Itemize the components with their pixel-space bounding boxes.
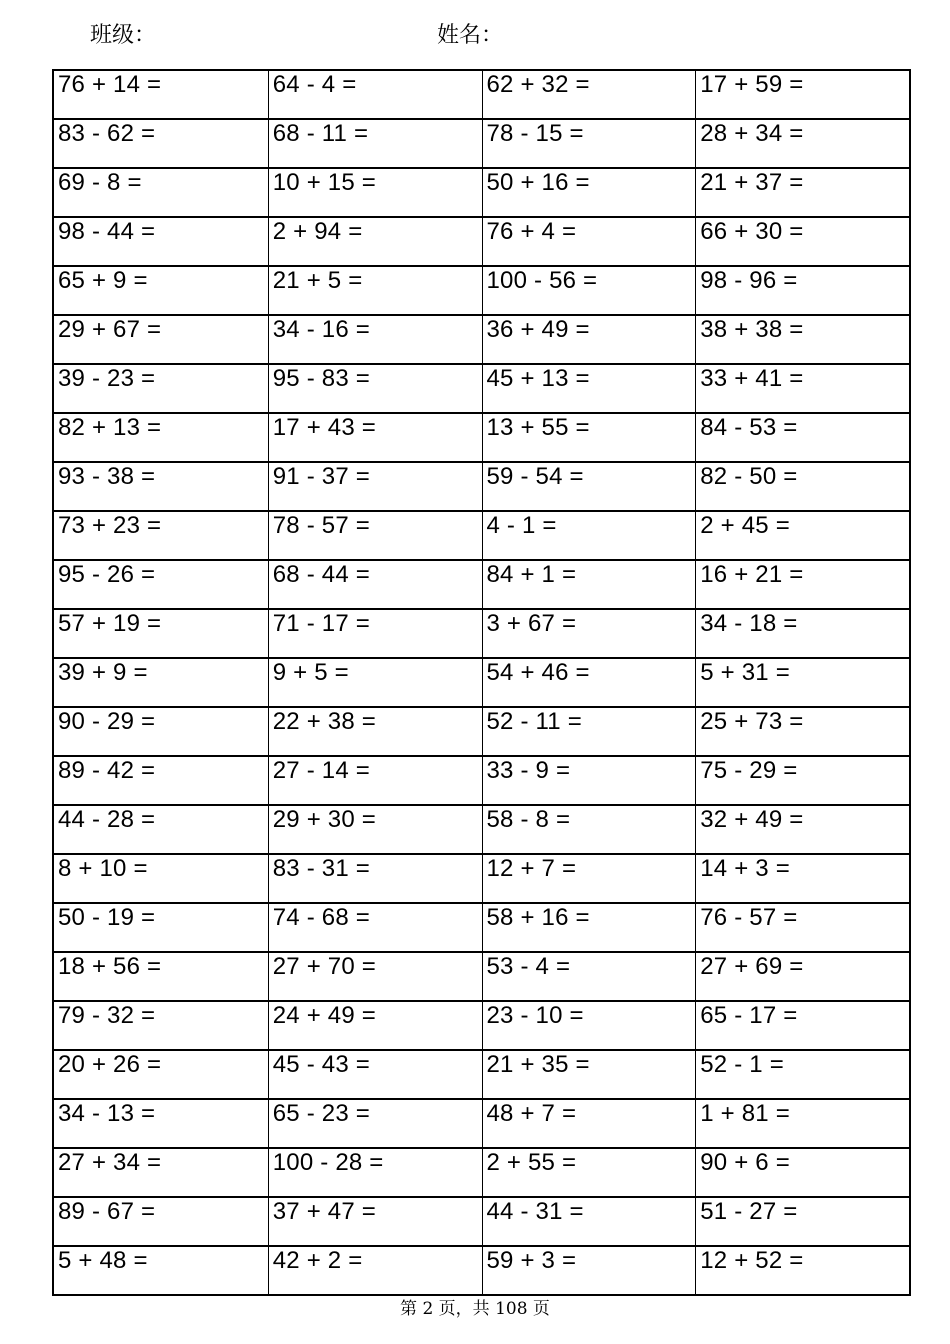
problem-cell: 21 + 5 = bbox=[268, 267, 482, 314]
problem-cell: 75 - 29 = bbox=[695, 757, 909, 804]
problem-cell: 74 - 68 = bbox=[268, 904, 482, 951]
problem-row bbox=[54, 167, 909, 216]
problem-row bbox=[54, 118, 909, 167]
problem-cell: 5 + 48 = bbox=[58, 1247, 148, 1274]
problem-cell: 45 - 43 = bbox=[268, 1051, 482, 1098]
page-number: 第 2 页，共 108 页 bbox=[400, 1299, 550, 1319]
problem-cell: 78 - 57 = bbox=[268, 512, 482, 559]
problem-cell: 33 + 41 = bbox=[695, 365, 909, 412]
problem-cell: 73 + 23 = bbox=[58, 512, 162, 539]
problem-cell: 91 - 37 = bbox=[268, 463, 482, 510]
problem-cell: 89 - 42 = bbox=[58, 757, 156, 784]
problem-cell: 29 + 67 = bbox=[58, 316, 162, 343]
problem-cell: 48 + 7 = bbox=[482, 1100, 696, 1147]
problem-cell: 76 - 57 = bbox=[695, 904, 909, 951]
problem-cell: 13 + 55 = bbox=[482, 414, 696, 461]
problem-grid bbox=[52, 69, 911, 1296]
problem-cell: 82 - 50 = bbox=[695, 463, 909, 510]
problem-cell: 93 - 38 = bbox=[58, 463, 156, 490]
problem-cell: 38 + 38 = bbox=[695, 316, 909, 363]
problem-cell: 58 - 8 = bbox=[482, 806, 696, 853]
problem-cell: 24 + 49 = bbox=[268, 1002, 482, 1049]
problem-cell: 100 - 28 = bbox=[268, 1149, 482, 1196]
problem-cell: 17 + 43 = bbox=[268, 414, 482, 461]
problem-cell: 50 - 19 = bbox=[58, 904, 156, 931]
problem-cell: 95 - 26 = bbox=[58, 561, 156, 588]
problem-cell: 2 + 94 = bbox=[268, 218, 482, 265]
problem-cell: 39 + 9 = bbox=[58, 659, 148, 686]
problem-cell: 79 - 32 = bbox=[58, 1002, 156, 1029]
problem-cell: 83 - 62 = bbox=[58, 120, 156, 147]
problem-cell: 54 + 46 = bbox=[482, 659, 696, 706]
problem-row bbox=[54, 1000, 909, 1049]
problem-row bbox=[54, 314, 909, 363]
name-label: 姓名： bbox=[437, 23, 504, 48]
problem-row bbox=[54, 608, 909, 657]
problem-cell: 44 - 28 = bbox=[58, 806, 156, 833]
problem-cell: 76 + 4 = bbox=[482, 218, 696, 265]
problem-cell: 68 - 11 = bbox=[268, 120, 482, 167]
problem-cell: 36 + 49 = bbox=[482, 316, 696, 363]
problem-row bbox=[54, 804, 909, 853]
problem-row bbox=[54, 657, 909, 706]
problem-cell: 22 + 38 = bbox=[268, 708, 482, 755]
problem-cell: 57 + 19 = bbox=[58, 610, 162, 637]
problem-cell: 34 - 18 = bbox=[695, 610, 909, 657]
problem-cell: 16 + 21 = bbox=[695, 561, 909, 608]
problem-cell: 27 + 34 = bbox=[58, 1149, 162, 1176]
problem-row bbox=[54, 1245, 909, 1294]
problem-row bbox=[54, 1049, 909, 1098]
problem-cell: 1 + 81 = bbox=[695, 1100, 909, 1147]
problem-row bbox=[54, 412, 909, 461]
problem-cell: 66 + 30 = bbox=[695, 218, 909, 265]
problem-cell: 8 + 10 = bbox=[58, 855, 148, 882]
problem-row bbox=[54, 216, 909, 265]
problem-cell: 45 + 13 = bbox=[482, 365, 696, 412]
problem-cell: 37 + 47 = bbox=[268, 1198, 482, 1245]
problem-cell: 34 - 13 = bbox=[58, 1100, 156, 1127]
problem-cell: 68 - 44 = bbox=[268, 561, 482, 608]
problem-cell: 33 - 9 = bbox=[482, 757, 696, 804]
problem-row bbox=[54, 1098, 909, 1147]
problem-cell: 12 + 52 = bbox=[695, 1247, 909, 1294]
problem-cell: 25 + 73 = bbox=[695, 708, 909, 755]
problem-cell: 78 - 15 = bbox=[482, 120, 696, 167]
problem-cell: 64 - 4 = bbox=[268, 71, 482, 118]
problem-row bbox=[54, 69, 909, 118]
problem-row bbox=[54, 461, 909, 510]
problem-cell: 95 - 83 = bbox=[268, 365, 482, 412]
problem-cell: 65 - 23 = bbox=[268, 1100, 482, 1147]
problem-cell: 32 + 49 = bbox=[695, 806, 909, 853]
problem-row bbox=[54, 706, 909, 755]
problem-cell: 51 - 27 = bbox=[695, 1198, 909, 1245]
problem-cell: 65 + 9 = bbox=[58, 267, 148, 294]
problem-cell: 84 - 53 = bbox=[695, 414, 909, 461]
problem-cell: 14 + 3 = bbox=[695, 855, 909, 902]
problem-cell: 9 + 5 = bbox=[268, 659, 482, 706]
worksheet-header bbox=[0, 18, 950, 52]
problem-cell: 89 - 67 = bbox=[58, 1198, 156, 1225]
problem-cell: 28 + 34 = bbox=[695, 120, 909, 167]
problem-cell: 27 + 69 = bbox=[695, 953, 909, 1000]
problem-row bbox=[54, 1196, 909, 1245]
problem-cell: 52 - 11 = bbox=[482, 708, 696, 755]
class-label: 班级： bbox=[90, 23, 157, 48]
problem-cell: 21 + 35 = bbox=[482, 1051, 696, 1098]
problem-cell: 98 - 96 = bbox=[695, 267, 909, 314]
problem-cell: 17 + 59 = bbox=[695, 71, 909, 118]
problem-cell: 27 - 14 = bbox=[268, 757, 482, 804]
problem-cell: 69 - 8 = bbox=[58, 169, 142, 196]
problem-cell: 90 - 29 = bbox=[58, 708, 156, 735]
problem-cell: 84 + 1 = bbox=[482, 561, 696, 608]
problem-row bbox=[54, 902, 909, 951]
problem-cell: 4 - 1 = bbox=[482, 512, 696, 559]
problem-cell: 23 - 10 = bbox=[482, 1002, 696, 1049]
problem-cell: 53 - 4 = bbox=[482, 953, 696, 1000]
problem-cell: 98 - 44 = bbox=[58, 218, 156, 245]
problem-cell: 42 + 2 = bbox=[268, 1247, 482, 1294]
problem-cell: 50 + 16 = bbox=[482, 169, 696, 216]
problem-cell: 90 + 6 = bbox=[695, 1149, 909, 1196]
problem-cell: 83 - 31 = bbox=[268, 855, 482, 902]
problem-cell: 44 - 31 = bbox=[482, 1198, 696, 1245]
problem-cell: 34 - 16 = bbox=[268, 316, 482, 363]
problem-row bbox=[54, 951, 909, 1000]
problem-cell: 65 - 17 = bbox=[695, 1002, 909, 1049]
problem-cell: 20 + 26 = bbox=[58, 1051, 162, 1078]
problem-cell: 59 + 3 = bbox=[482, 1247, 696, 1294]
problem-cell: 100 - 56 = bbox=[482, 267, 696, 314]
problem-cell: 3 + 67 = bbox=[482, 610, 696, 657]
problem-cell: 76 + 14 = bbox=[58, 71, 162, 98]
problem-row bbox=[54, 1147, 909, 1196]
problem-row bbox=[54, 755, 909, 804]
problem-row bbox=[54, 853, 909, 902]
problem-cell: 62 + 32 = bbox=[482, 71, 696, 118]
problem-cell: 82 + 13 = bbox=[58, 414, 162, 441]
problem-cell: 58 + 16 = bbox=[482, 904, 696, 951]
problem-cell: 10 + 15 = bbox=[268, 169, 482, 216]
problem-cell: 2 + 55 = bbox=[482, 1149, 696, 1196]
problem-cell: 5 + 31 = bbox=[695, 659, 909, 706]
problem-cell: 27 + 70 = bbox=[268, 953, 482, 1000]
problem-cell: 71 - 17 = bbox=[268, 610, 482, 657]
problem-cell: 2 + 45 = bbox=[695, 512, 909, 559]
problem-cell: 12 + 7 = bbox=[482, 855, 696, 902]
problem-cell: 59 - 54 = bbox=[482, 463, 696, 510]
problem-row bbox=[54, 510, 909, 559]
problem-row bbox=[54, 265, 909, 314]
problem-cell: 18 + 56 = bbox=[58, 953, 162, 980]
problem-cell: 21 + 37 = bbox=[695, 169, 909, 216]
problem-cell: 52 - 1 = bbox=[695, 1051, 909, 1098]
problem-row bbox=[54, 363, 909, 412]
problem-cell: 29 + 30 = bbox=[268, 806, 482, 853]
problem-row bbox=[54, 559, 909, 608]
problem-cell: 39 - 23 = bbox=[58, 365, 156, 392]
